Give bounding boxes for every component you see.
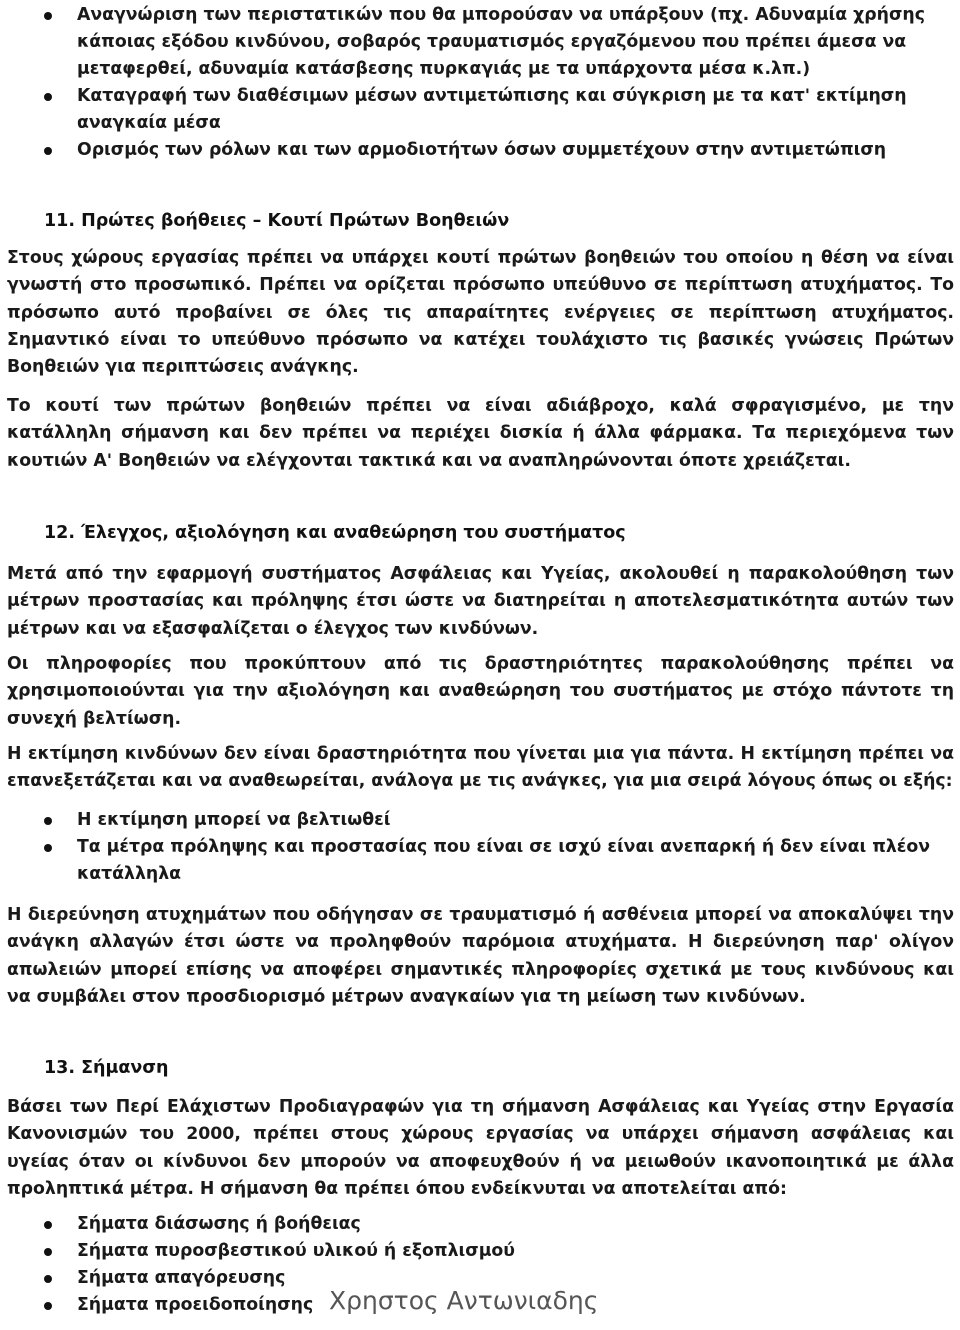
list-item-text: Ορισμός των ρόλων και των αρμοδιοτήτων όσων συμμετέχουν στην αντιμετώπιση — [77, 140, 887, 160]
list-item — [0, 83, 960, 137]
bullet-icon — [44, 1302, 52, 1310]
list-item-text: Σήματα απαγόρευσης — [77, 1268, 286, 1288]
bullet-icon — [44, 1275, 52, 1283]
section-12-paragraph-2: Οι πληροφορίες που προκύπτουν από τις δραστηριότητες παρακολούθησης πρέπει να χρησιμοποιούνται για την αξιολόγηση και αναθεώρηση του συστήματος με στόχο πάντοτε τη συνεχή βελτίωση. — [7, 654, 954, 729]
list-item-text: Σήματα προειδοποίησης — [77, 1295, 314, 1315]
author-watermark: Χρηστος Αντωνιαδης — [323, 1283, 604, 1319]
list-item-text: Αναγνώριση των περιστατικών που θα μπορούσαν να υπάρξουν (πχ. Αδυναμία χρήσης κάποιας εξόδου κινδύνου, σοβαρός τραυματισμός εργαζόμενου που πρέπει άμεσα να μεταφερθεί, αδυναμία κατάσβεσης πυρκαγιάς με τα υπάρχοντα μέσα κ.λπ.) — [77, 5, 925, 79]
list-item-text: Καταγραφή των διαθέσιμων μέσων αντιμετώπισης και σύγκριση με τα κατ' εκτίμηση αναγκαία μέσα — [77, 86, 907, 133]
bullet-icon — [44, 817, 52, 825]
list-item — [0, 137, 960, 164]
list-item — [0, 1238, 960, 1265]
section-12-bullet-list — [0, 807, 960, 888]
bullet-icon — [44, 147, 52, 155]
list-item-text: Η εκτίμηση μπορεί να βελτιωθεί — [77, 810, 391, 830]
section-11-heading: 11. Πρώτες βοήθειες – Κουτί Πρώτων Βοηθειών — [44, 211, 510, 231]
section-12-paragraph-4: Η διερεύνηση ατυχημάτων που οδήγησαν σε τραυματισμό ή ασθένεια μπορεί να αποκαλύψει την ανάγκη αλλαγών έτσι ώστε να προληφθούν παρόμοια ατυχήματα. Η διερεύνηση παρ' ολίγον απωλειών μπορεί επίσης να αποφέρει σημαντικές πληροφορίες σχετικά με τους κινδύνους και να συμβάλει στον προσδιορισμό μέτρων αναγκαίων για τη μείωση των κινδύνων. — [7, 905, 954, 1007]
section-12-paragraph-1: Μετά από την εφαρμογή συστήματος Ασφάλειας και Υγείας, ακολουθεί η παρακολούθηση των μέτρων προστασίας και πρόληψης έτσι ώστε να διατηρείται η αποτελεσματικότητα αυτών των μέτρων και να εξασφαλίζεται ο έλεγχος των κινδύνων. — [7, 564, 954, 639]
list-item — [0, 834, 960, 888]
section-11-paragraph-2: Το κουτί των πρώτων βοηθειών πρέπει να είναι αδιάβροχο, καλά σφραγισμένο, με την κατάλληλη σήμανση και δεν πρέπει να περιέχει δισκία ή άλλα φάρμακα. Τα περιεχόμενα των κουτιών Α' Βοηθειών να ελέγχονται τακτικά και να αναπληρώνονται όποτε χρειάζεται. — [7, 396, 954, 471]
list-item-text: Τα μέτρα πρόληψης και προστασίας που είναι σε ισχύ είναι ανεπαρκή ή δεν είναι πλέον κατάλληλα — [77, 837, 931, 884]
section-13-paragraph-1: Βάσει των Περί Ελάχιστων Προδιαγραφών για τη σήμανση Ασφάλειας και Υγείας στην Εργασία Κανονισμών του 2000, πρέπει στους χώρους εργασίας να υπάρχει σήμανση ασφάλειας και υγείας όταν οι κίνδυνοι δεν μπορούν να αποφευχθούν ή να μειωθούν ικανοποιητικά με άλλα προληπτικά μέτρα. Η σήμανση θα πρέπει όπου ενδείκνυται να αποτελείται από: — [7, 1097, 954, 1199]
section-13-heading: 13. Σήμανση — [44, 1058, 169, 1078]
list-item — [0, 2, 960, 83]
bullet-icon — [44, 844, 52, 852]
section-11-paragraph-1: Στους χώρους εργασίας πρέπει να υπάρχει κουτί πρώτων βοηθειών του οποίου η θέση να είναι γνωστή στο προσωπικό. Πρέπει να ορίζεται πρόσωπο υπεύθυνο σε περίπτωση ατυχήματος. Το πρόσωπο αυτό προβαίνει σε όλες τις απαραίτητες ενέργειες σε περίπτωση ατυχήματος. Σημαντικό είναι το υπεύθυνο πρόσωπο να κατέχει τουλάχιστο τις βασικές γνώσεις Πρώτων Βοηθειών για περιπτώσεις ανάγκης. — [7, 248, 954, 378]
bullet-icon — [44, 93, 52, 101]
section-12-heading: 12. Έλεγχος, αξιολόγηση και αναθεώρηση του συστήματος — [44, 523, 626, 543]
list-item — [0, 807, 960, 834]
bullet-icon — [44, 12, 52, 20]
section-12-paragraph-3: Η εκτίμηση κινδύνων δεν είναι δραστηριότητα που γίνεται μια για πάντα. Η εκτίμηση πρέπει να επανεξετάζεται και να αναθεωρείται, ανάλογα με τις ανάγκες, για μια σειρά λόγους όπως οι εξής: — [7, 744, 954, 792]
bullet-icon — [44, 1221, 52, 1229]
list-item-text: Σήματα πυροσβεστικού υλικού ή εξοπλισμού — [77, 1241, 515, 1261]
list-item — [0, 1211, 960, 1238]
top-bullet-list — [0, 2, 960, 164]
list-item-text: Σήματα διάσωσης ή βοήθειας — [77, 1214, 361, 1234]
bullet-icon — [44, 1248, 52, 1256]
